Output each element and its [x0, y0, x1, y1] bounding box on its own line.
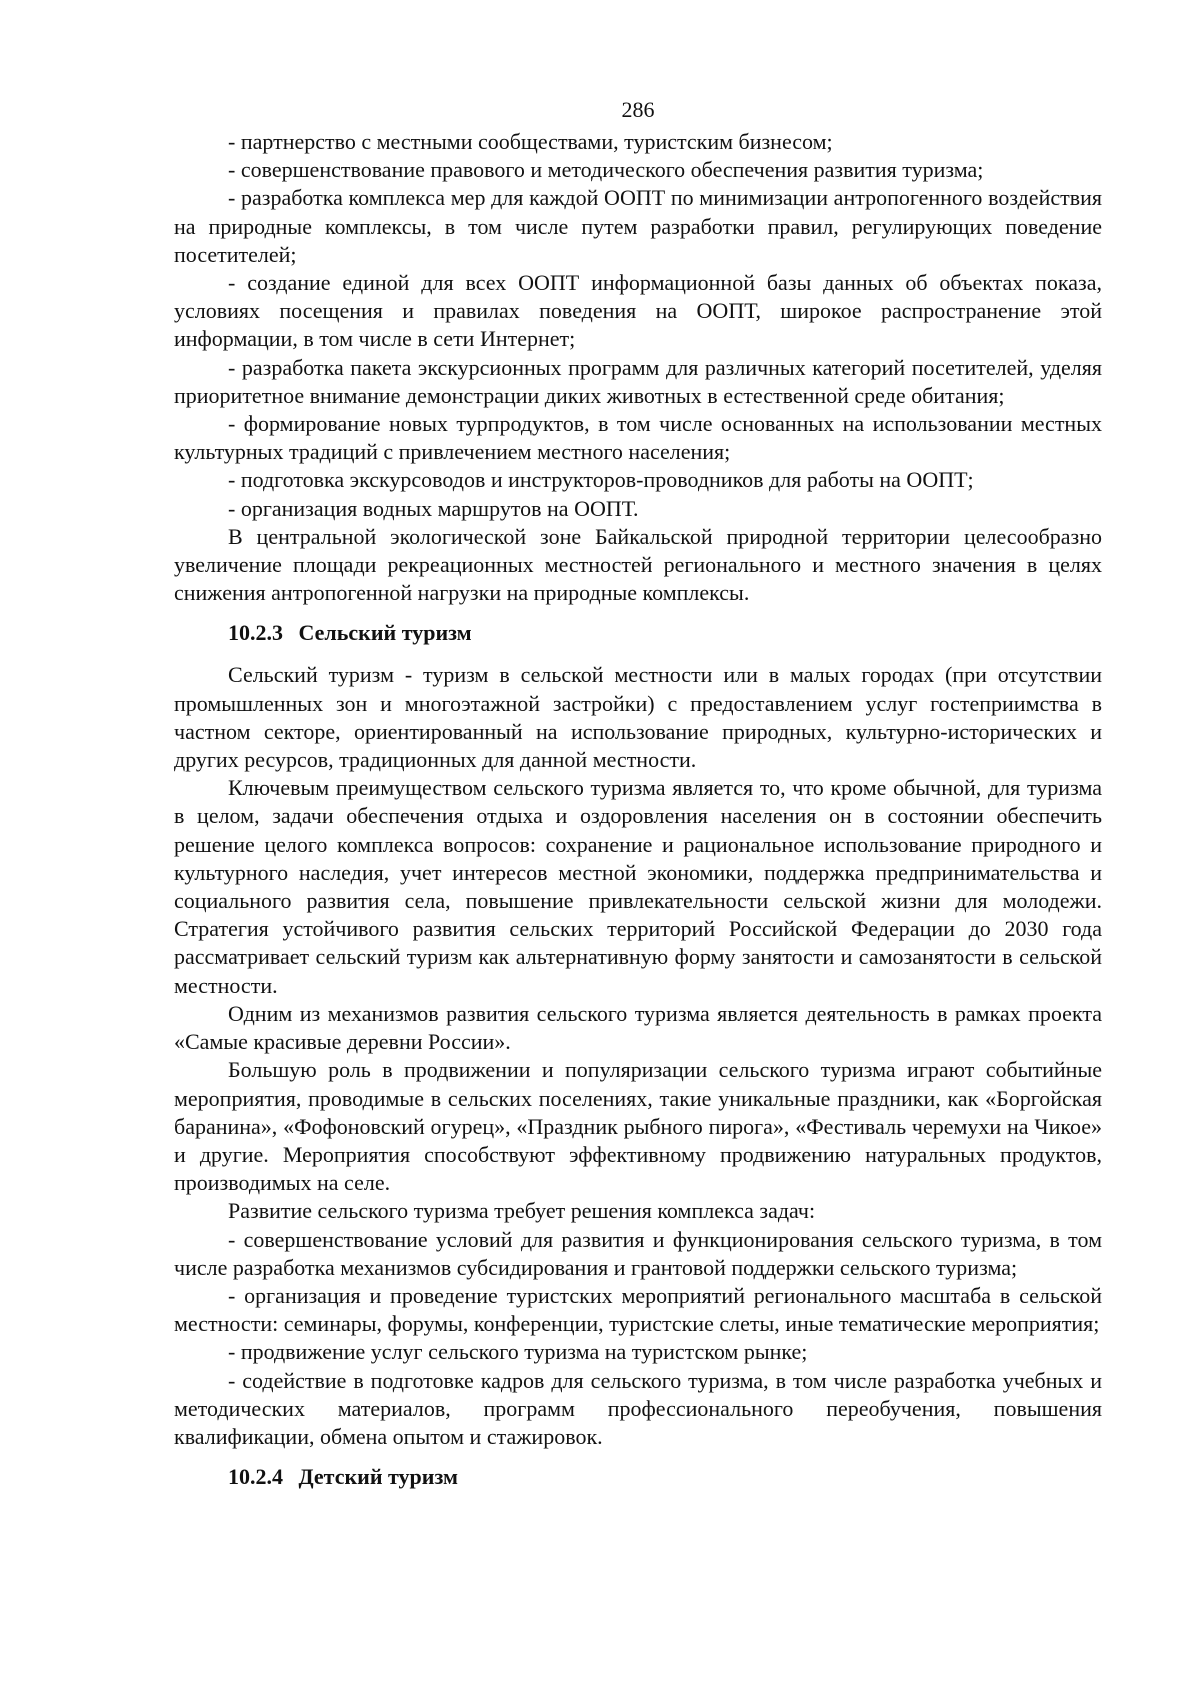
list-item: - совершенствование правового и методического обеспечения развития туризма; [228, 157, 984, 183]
list-item: - организация водных маршрутов на ООПТ. [228, 495, 639, 521]
section-heading-rural-tourism [174, 619, 1102, 647]
section-number: 10.2.3 [228, 620, 283, 646]
section-title: Сельский туризм [298, 620, 472, 646]
body-paragraph: Одним из механизмов развития сельского туризма является деятельность в рамках проекта «Самые красивые деревни России». [174, 1000, 1102, 1055]
list-item: - разработка пакета экскурсионных программ для различных категорий посетителей, уделяя приоритетное внимание демонстрации диких животных в естественной среде обитания; [174, 354, 1102, 408]
section-title: Детский туризм [298, 1464, 458, 1490]
section-heading-children-tourism [174, 1463, 1102, 1491]
section-intro-list [174, 128, 1102, 607]
section-rural-tourism-body [174, 661, 1102, 1451]
body-paragraph: В центральной экологической зоне Байкальской природной территории целесообразно увеличение площади рекреационных местностей регионального и местного значения в целях снижения антропогенной нагрузки на природные комплексы. [174, 523, 1102, 606]
document-page [174, 96, 1102, 1505]
body-paragraph: Развитие сельского туризма требует решения комплекса задач: [228, 1198, 816, 1224]
list-item: - совершенствование условий для развития и функционирования сельского туризма, в том числе разработка механизмов субсидирования и грантовой поддержки сельского туризма; [174, 1226, 1102, 1280]
section-number: 10.2.4 [228, 1464, 283, 1490]
list-item: - содействие в подготовке кадров для сельского туризма, в том числе разработка учебных и методических материалов, программ профессионального переобучения, повышения квалификации, обмена опытом и стажировок. [174, 1367, 1102, 1449]
list-item: - продвижение услуг сельского туризма на туристском рынке; [228, 1339, 808, 1365]
list-item: - подготовка экскурсоводов и инструкторов-проводников для работы на ООПТ; [228, 467, 974, 493]
list-item: - формирование новых турпродуктов, в том числе основанных на использовании местных культурных традиций с привлечением местного населения; [174, 411, 1102, 465]
list-item: - создание единой для всех ООПТ информационной базы данных об объектах показа, условиях посещения и правилах поведения на ООПТ, широкое распространение этой информации, в том числе в сети Интернет; [174, 270, 1102, 352]
list-item: - разработка комплекса мер для каждой ООПТ по минимизации антропогенного воздействия на природные комплексы, в том числе путем разработки правил, регулирующих поведение посетителей; [174, 185, 1102, 267]
list-item: - организация и проведение туристских мероприятий регионального масштаба в сельской местности: семинары, форумы, конференции, туристские слеты, иные тематические мероприятия; [174, 1282, 1102, 1337]
list-item: - партнерство с местными сообществами, туристским бизнесом; [228, 129, 833, 154]
body-paragraph: Ключевым преимуществом сельского туризма является то, что кроме обычной, для туризма в целом, задачи обеспечения отдыха и оздоровления населения он в состоянии обеспечить решение целого комплекса вопросов: сохранение и рациональное использование природного и культурного наследия, учет интересов местной экономики, поддержка предпринимательства и социального развития села, повышение привлекательности сельской жизни для молодежи. Стратегия устойчивого развития сельских территорий Российской Федерации до 2030 года рассматривает сельский туризм как альтернативную форму занятости и самозанятости в сельской местности. [174, 775, 1102, 998]
body-paragraph: Большую роль в продвижении и популяризации сельского туризма играют событийные мероприятия, проводимые в сельских поселениях, такие уникальные праздники, как «Боргойская баранина», «Фофоновский огурец», «Праздник рыбного пирога», «Фестиваль черемухи на Чикое» и другие. Мероприятия способствуют эффективному продвижению натуральных продуктов, производимых на селе. [174, 1057, 1102, 1196]
page-number: 286 [621, 97, 655, 122]
body-paragraph: Сельский туризм - туризм в сельской местности или в малых городах (при отсутствии промышленных зон и многоэтажной застройки) с предоставлением услуг гостеприимства в частном секторе, ориентированный на использование природных, культурно-исторических и других ресурсов, традиционных для данной местности. [174, 662, 1102, 773]
